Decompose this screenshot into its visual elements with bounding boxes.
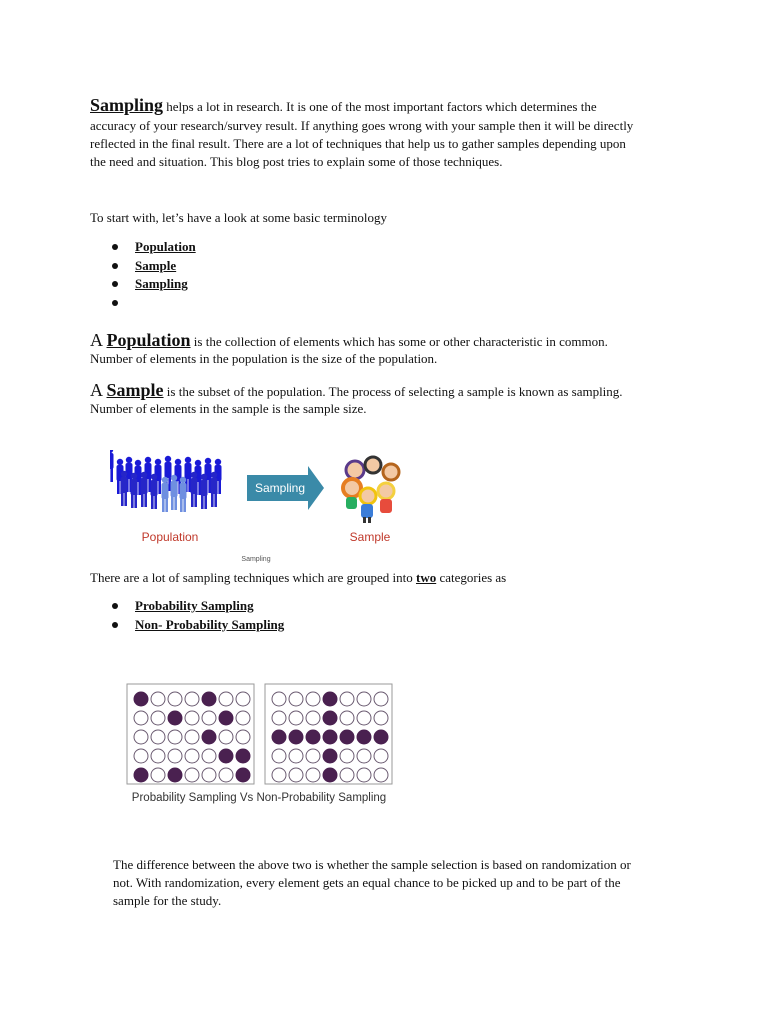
population-term: Population <box>106 330 191 350</box>
empty-dot <box>272 692 286 706</box>
intro-line-2: accuracy of your research/survey result. If anything goes wrong with your sample then it will be directly <box>90 118 634 133</box>
filled-dot <box>357 730 371 744</box>
crowd-highlighted-people <box>162 475 187 512</box>
empty-dot <box>374 711 388 725</box>
sample-term: Sample <box>106 380 164 400</box>
population-link[interactable]: Population <box>135 239 196 254</box>
empty-dot <box>289 692 303 706</box>
list-item-probability[interactable] <box>90 597 284 616</box>
empty-dot <box>340 768 354 782</box>
empty-dot <box>168 749 182 763</box>
empty-dot <box>340 749 354 763</box>
sample-definition: A Sample is the subset of the population. The process of selecting a sample is known as sampling. Number of elements in the sample is the sample size. <box>90 380 623 416</box>
empty-dot <box>134 730 148 744</box>
terminology-intro: To start with, let’s have a look at some basic terminology <box>90 210 387 225</box>
filled-dot <box>374 730 388 744</box>
filled-dot <box>323 692 337 706</box>
population-crowd-icon <box>110 450 114 482</box>
empty-dot <box>357 749 371 763</box>
filled-dot <box>168 768 182 782</box>
empty-dot <box>272 749 286 763</box>
empty-dot <box>168 692 182 706</box>
empty-dot <box>134 749 148 763</box>
list-item-empty <box>90 294 196 313</box>
empty-dot <box>185 730 199 744</box>
list-item-sample[interactable] <box>90 257 196 276</box>
empty-dot <box>340 692 354 706</box>
difference-line-3: sample for the study. <box>113 893 222 908</box>
non-probability-sampling-link[interactable]: Non- Probability Sampling <box>135 616 285 632</box>
filled-dot <box>134 692 148 706</box>
difference-line-1: The difference between the above two is whether the sample selection is based on randomization or <box>113 857 631 872</box>
sampling-arrow <box>247 466 324 510</box>
sampling-link[interactable]: Sampling <box>135 276 188 291</box>
empty-dot <box>306 768 320 782</box>
filled-dot <box>323 768 337 782</box>
empty-dot <box>374 768 388 782</box>
sampling-illustration <box>110 450 410 565</box>
category-list <box>90 597 284 634</box>
empty-dot <box>236 692 250 706</box>
sampling-figure <box>110 450 410 565</box>
population-definition: A Population is the collection of elements which has some or other characteristic in common. Number of elements in the population is the size of the population. <box>90 330 608 366</box>
empty-dot <box>219 692 233 706</box>
filled-dot <box>323 749 337 763</box>
difference-paragraph <box>113 856 713 910</box>
empty-dot <box>202 711 216 725</box>
filled-dot <box>219 749 233 763</box>
sample-caption: Sample <box>349 530 391 544</box>
filled-dot <box>236 749 250 763</box>
probability-sampling-link[interactable]: Probability Sampling <box>135 598 254 613</box>
intro-line-3: reflected in the final result. There are a lot of techniques that help us to gather samples depending upon <box>90 136 626 151</box>
filled-dot <box>272 730 286 744</box>
list-item-non-probability[interactable] <box>90 616 284 635</box>
empty-dot <box>185 749 199 763</box>
empty-dot <box>202 749 216 763</box>
two-emphasis: two <box>415 570 437 585</box>
filled-dot <box>134 768 148 782</box>
empty-dot <box>306 711 320 725</box>
filled-dot <box>236 768 250 782</box>
population-caption: Population <box>141 530 199 544</box>
probability-comparison-figure <box>126 682 398 808</box>
empty-dot <box>219 768 233 782</box>
empty-dot <box>134 711 148 725</box>
filled-dot <box>306 730 320 744</box>
filled-dot <box>219 711 233 725</box>
empty-dot <box>185 692 199 706</box>
empty-dot <box>236 730 250 744</box>
empty-dot <box>151 749 165 763</box>
empty-dot <box>185 711 199 725</box>
comparison-caption: Probability Sampling Vs Non-Probability Sampling <box>131 792 387 804</box>
filled-dot <box>202 730 216 744</box>
categories-sentence: There are a lot of sampling techniques which are grouped into two categories as <box>90 570 507 585</box>
sample-kids-icon <box>343 457 399 523</box>
empty-dot <box>289 711 303 725</box>
empty-dot <box>374 692 388 706</box>
empty-dot <box>374 749 388 763</box>
filled-dot <box>168 711 182 725</box>
dot-grid-illustration <box>126 682 398 808</box>
empty-dot <box>340 711 354 725</box>
difference-line-2: not. With randomization, every element gets an equal chance to be picked up and to be part of the <box>113 875 621 890</box>
filled-dot <box>323 711 337 725</box>
empty-dot <box>236 711 250 725</box>
intro-line-1 <box>90 94 710 114</box>
filled-dot <box>340 730 354 744</box>
empty-dot <box>289 749 303 763</box>
filled-dot <box>289 730 303 744</box>
empty-dot <box>151 730 165 744</box>
figure-small-caption: Sampling <box>241 556 271 563</box>
intro-line-4: the need and situation. This blog post tries to explain some of those techniques. <box>90 154 503 169</box>
empty-dot <box>272 711 286 725</box>
empty-dot <box>185 768 199 782</box>
list-item-sampling[interactable] <box>90 275 196 294</box>
empty-dot <box>219 730 233 744</box>
empty-dot <box>357 768 371 782</box>
empty-dot <box>151 692 165 706</box>
sampling-lead-word: Sampling <box>90 95 164 115</box>
intro-line-1-text: helps a lot in research. It is one of the most important factors which determines the <box>163 99 597 114</box>
list-item-population[interactable] <box>90 238 196 257</box>
filled-dot <box>323 730 337 744</box>
empty-dot <box>357 711 371 725</box>
intro-paragraph <box>90 94 710 171</box>
filled-dot <box>202 692 216 706</box>
empty-dot <box>272 768 286 782</box>
empty-dot <box>168 730 182 744</box>
empty-dot <box>306 749 320 763</box>
empty-dot <box>357 692 371 706</box>
sample-link[interactable]: Sample <box>135 257 177 273</box>
empty-dot <box>202 768 216 782</box>
empty-dot <box>289 768 303 782</box>
arrow-label: Sampling <box>254 481 306 495</box>
empty-dot <box>151 768 165 782</box>
empty-dot <box>151 711 165 725</box>
empty-dot <box>306 692 320 706</box>
terminology-list <box>90 238 196 312</box>
